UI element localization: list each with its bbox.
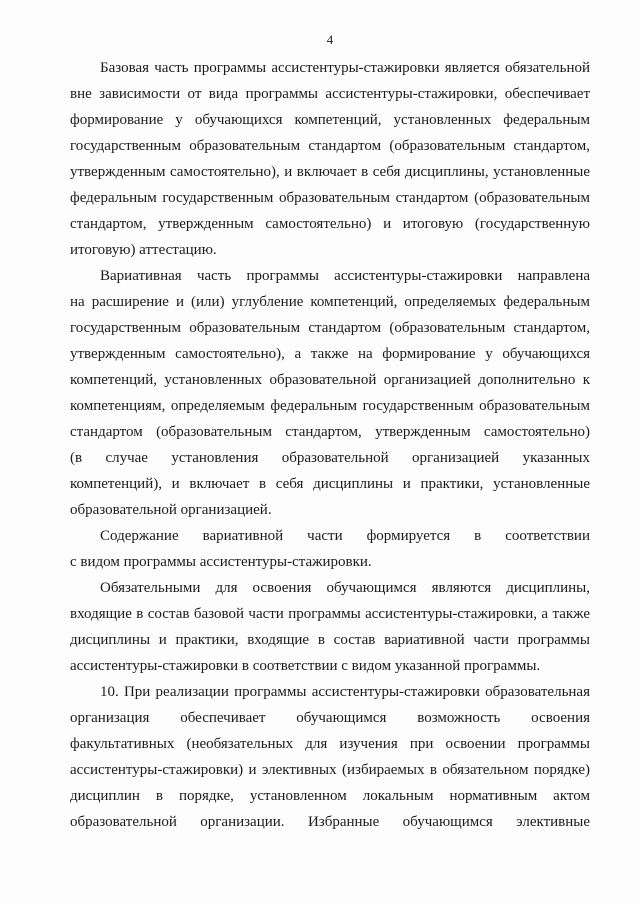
text-line: дисциплины и практики, входящие в состав вариативной части программы: [70, 632, 590, 648]
text-line: ассистентуры-стажировки) и элективных (избираемых в обязательном порядке): [70, 762, 590, 778]
text-line: компетенций), и включает в себя дисциплины и практики, установленные: [70, 476, 590, 492]
text-line: организация обеспечивает обучающимся возможность освоения: [70, 710, 590, 726]
text-line: (в случае установления образовательной организацией указанных: [70, 450, 590, 466]
text-line: утвержденным самостоятельно), и включает в себя дисциплины, установленные: [70, 164, 590, 180]
text-line: Обязательными для освоения обучающимся являются дисциплины,: [100, 580, 590, 596]
page-number: 4: [326, 32, 334, 47]
text-line: компетенций, установленных образовательной организацией дополнительно к: [70, 372, 590, 388]
paragraph-variable-content: [70, 523, 590, 575]
paragraph-mandatory-disciplines: [70, 575, 590, 679]
text-line: факультативных (необязательных для изучения при освоении программы: [70, 736, 590, 752]
text-line: 10. При реализации программы ассистентуры-стажировки образовательная: [100, 684, 590, 700]
text-line: входящие в состав базовой части программы ассистентуры-стажировки, а также: [70, 606, 590, 622]
text-line: на расширение и (или) углубление компетенций, определяемых федеральным: [70, 294, 590, 310]
text-line: формирование у обучающихся компетенций, установленных федеральным: [70, 112, 590, 128]
text-line: вне зависимости от вида программы ассистентуры-стажировки, обеспечивает: [70, 86, 590, 102]
text-line: образовательной организации. Избранные обучающимся элективные: [70, 814, 590, 830]
text-line: итоговую) аттестацию.: [70, 242, 217, 258]
paragraph-item-10: [70, 679, 590, 835]
text-line: Содержание вариативной части формируется в соответствии: [100, 528, 590, 544]
text-line: Вариативная часть программы ассистентуры-стажировки направлена: [100, 268, 590, 284]
text-line: утвержденным самостоятельно), а также на формирование у обучающихся: [70, 346, 590, 362]
text-line: образовательной организацией.: [70, 502, 272, 518]
document-body: [70, 55, 590, 835]
text-line: федеральным государственным образовательным стандартом (образовательным: [70, 190, 590, 206]
text-line: стандартом (образовательным стандартом, утвержденным самостоятельно): [70, 424, 590, 440]
text-line: государственным образовательным стандартом (образовательным стандартом,: [70, 138, 590, 154]
text-line: ассистентуры-стажировки в соответствии с видом указанной программы.: [70, 658, 541, 674]
text-line: компетенциям, определяемым федеральным государственным образовательным: [70, 398, 590, 414]
paragraph-variable-part: [70, 263, 590, 523]
text-line: с видом программы ассистентуры-стажировки.: [70, 554, 372, 570]
text-line: государственным образовательным стандартом (образовательным стандартом,: [70, 320, 590, 336]
text-line: Базовая часть программы ассистентуры-стажировки является обязательной: [100, 60, 590, 76]
text-line: дисциплин в порядке, установленном локальным нормативным актом: [70, 788, 590, 804]
text-line: стандартом, утвержденным самостоятельно) и итоговую (государственную: [70, 216, 590, 232]
paragraph-basic-part: [70, 55, 590, 263]
